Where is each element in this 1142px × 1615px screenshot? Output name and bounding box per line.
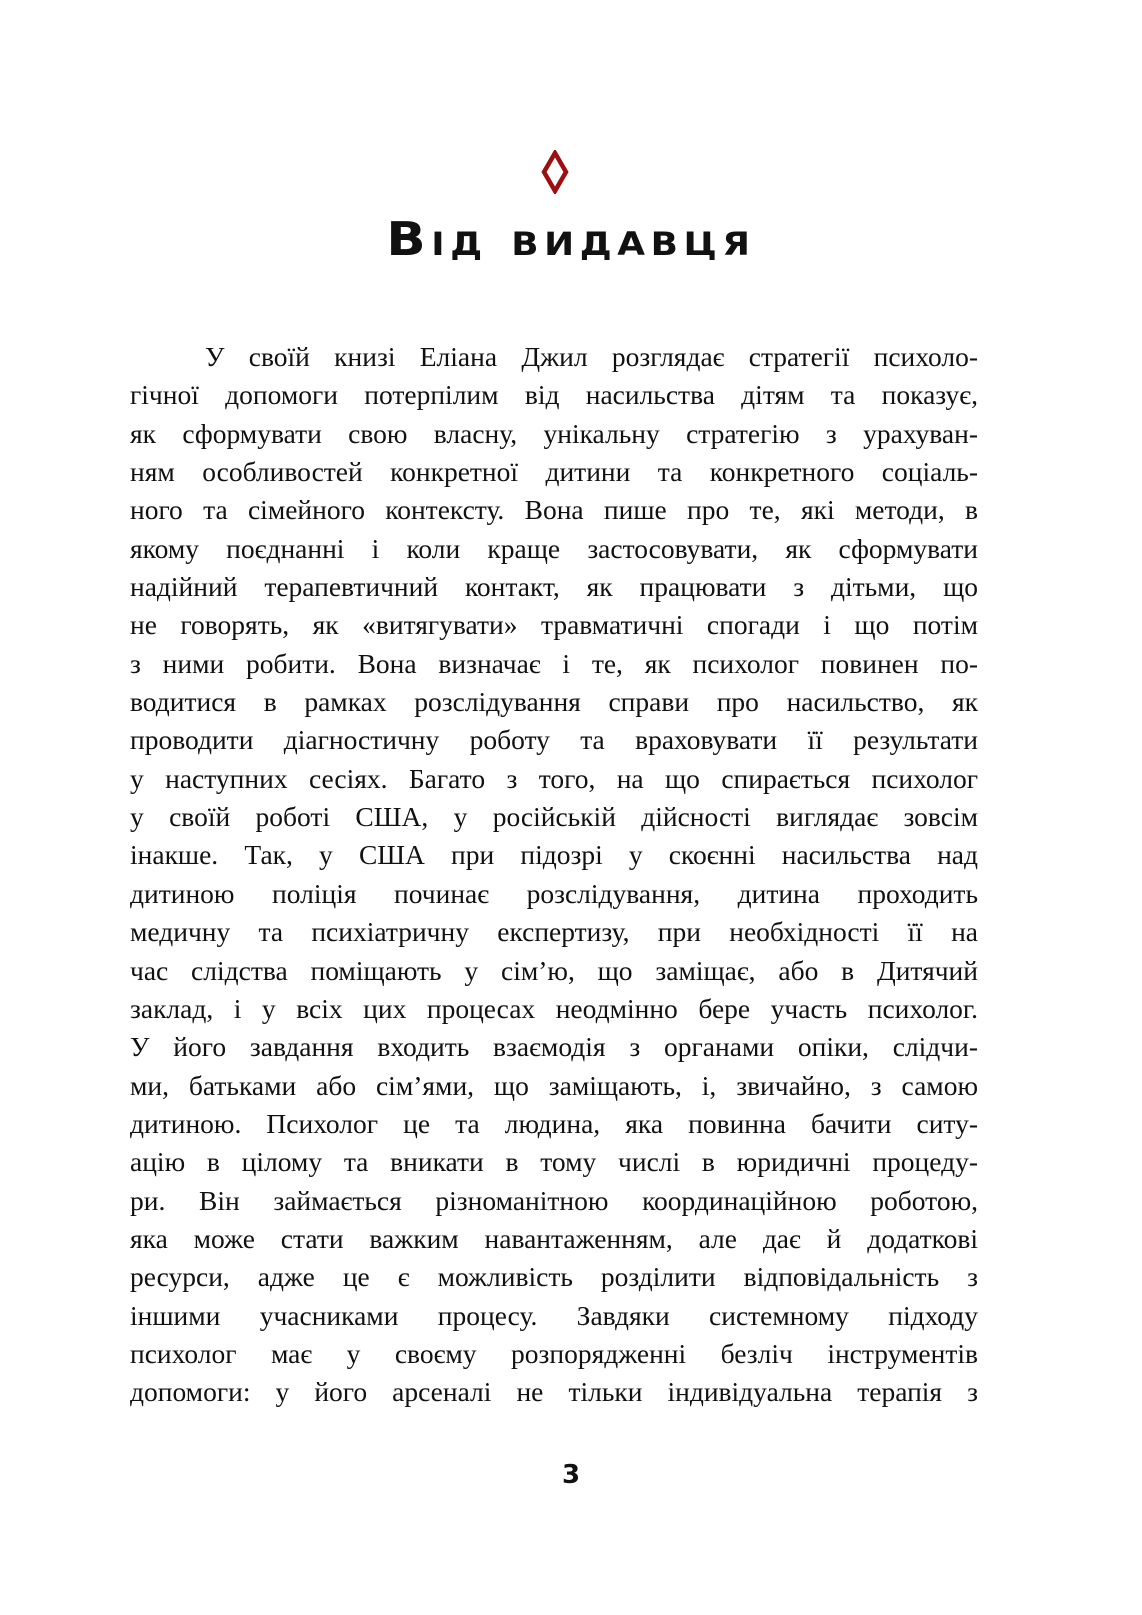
text-line: як сформувати свою власну, унікальну стратегію з урахуван- bbox=[130, 417, 978, 449]
text-line: не говорять, як «витягувати» травматичні спогади і що потім bbox=[130, 609, 978, 641]
text-line: У його завдання входить взаємодія з органами опіки, слідчи- bbox=[130, 1031, 978, 1063]
diamond-icon bbox=[541, 150, 569, 194]
text-line: ресурси, адже це є можливість розділити відповідальність з bbox=[130, 1261, 978, 1293]
text-line: якому поєднанні і коли краще застосовувати, як сформувати bbox=[130, 532, 978, 564]
text-line: проводити діагностичну роботу та враховувати її результати bbox=[130, 724, 978, 756]
text-line: медичну та психіатричну експертизу, при необхідності її на bbox=[130, 916, 978, 948]
text-line: з ними робити. Вона визначає і те, як психолог повинен по- bbox=[130, 647, 978, 679]
text-line: гічної допомоги потерпілим від насильства дітям та показує, bbox=[130, 379, 978, 411]
text-line: інакше. Так, у США при підозрі у скоєнні насильства над bbox=[130, 839, 978, 871]
text-line: у наступних сесіях. Багато з того, на що спирається психолог bbox=[130, 762, 978, 794]
text-line: ацію в цілому та вникати в тому числі в юридичні процеду- bbox=[130, 1146, 978, 1178]
text-line: водитися в рамках розслідування справи про насильство, як bbox=[130, 686, 978, 718]
body-paragraph bbox=[130, 338, 978, 1412]
text-line: іншими учасниками процесу. Завдяки системному підходу bbox=[130, 1299, 978, 1331]
page-number: 3 bbox=[561, 1460, 581, 1490]
text-line: психолог має у своєму розпорядженні безліч інструментів bbox=[130, 1337, 978, 1369]
text-line: ри. Він займається різноманітною координаційною роботою, bbox=[130, 1184, 978, 1216]
text-line: яка може стати важким навантаженням, але дає й додаткові bbox=[130, 1222, 978, 1254]
text-line: заклад, і у всіх цих процесах неодмінно бере участь психолог. bbox=[130, 992, 978, 1024]
text-line: у своїй роботі США, у російській дійсності виглядає зовсім bbox=[130, 801, 978, 833]
text-line: У своїй книзі Еліана Джил розглядає стратегії психоло- bbox=[205, 341, 978, 372]
text-line: час слідства поміщають у сім’ю, що заміщає, або в Дитячий bbox=[130, 954, 978, 986]
text-line: ного та сімейного контексту. Вона пише про те, які методи, в bbox=[130, 494, 978, 526]
text-line: ми, батьками або сім’ями, що заміщають, і, звичайно, з самою bbox=[130, 1069, 978, 1101]
text-line: ням особливостей конкретної дитини та конкретного соціаль- bbox=[130, 456, 978, 488]
text-line: дитиною. Психолог це та людина, яка повинна бачити ситу- bbox=[130, 1107, 978, 1139]
text-line: допомоги: у його арсеналі не тільки індивідуальна терапія з bbox=[130, 1376, 978, 1408]
text-line: надійний терапевтичний контакт, як працювати з дітьми, що bbox=[130, 571, 978, 603]
page-title: Від видавця bbox=[386, 212, 756, 266]
text-line: дитиною поліція починає розслідування, дитина проходить bbox=[130, 877, 978, 909]
